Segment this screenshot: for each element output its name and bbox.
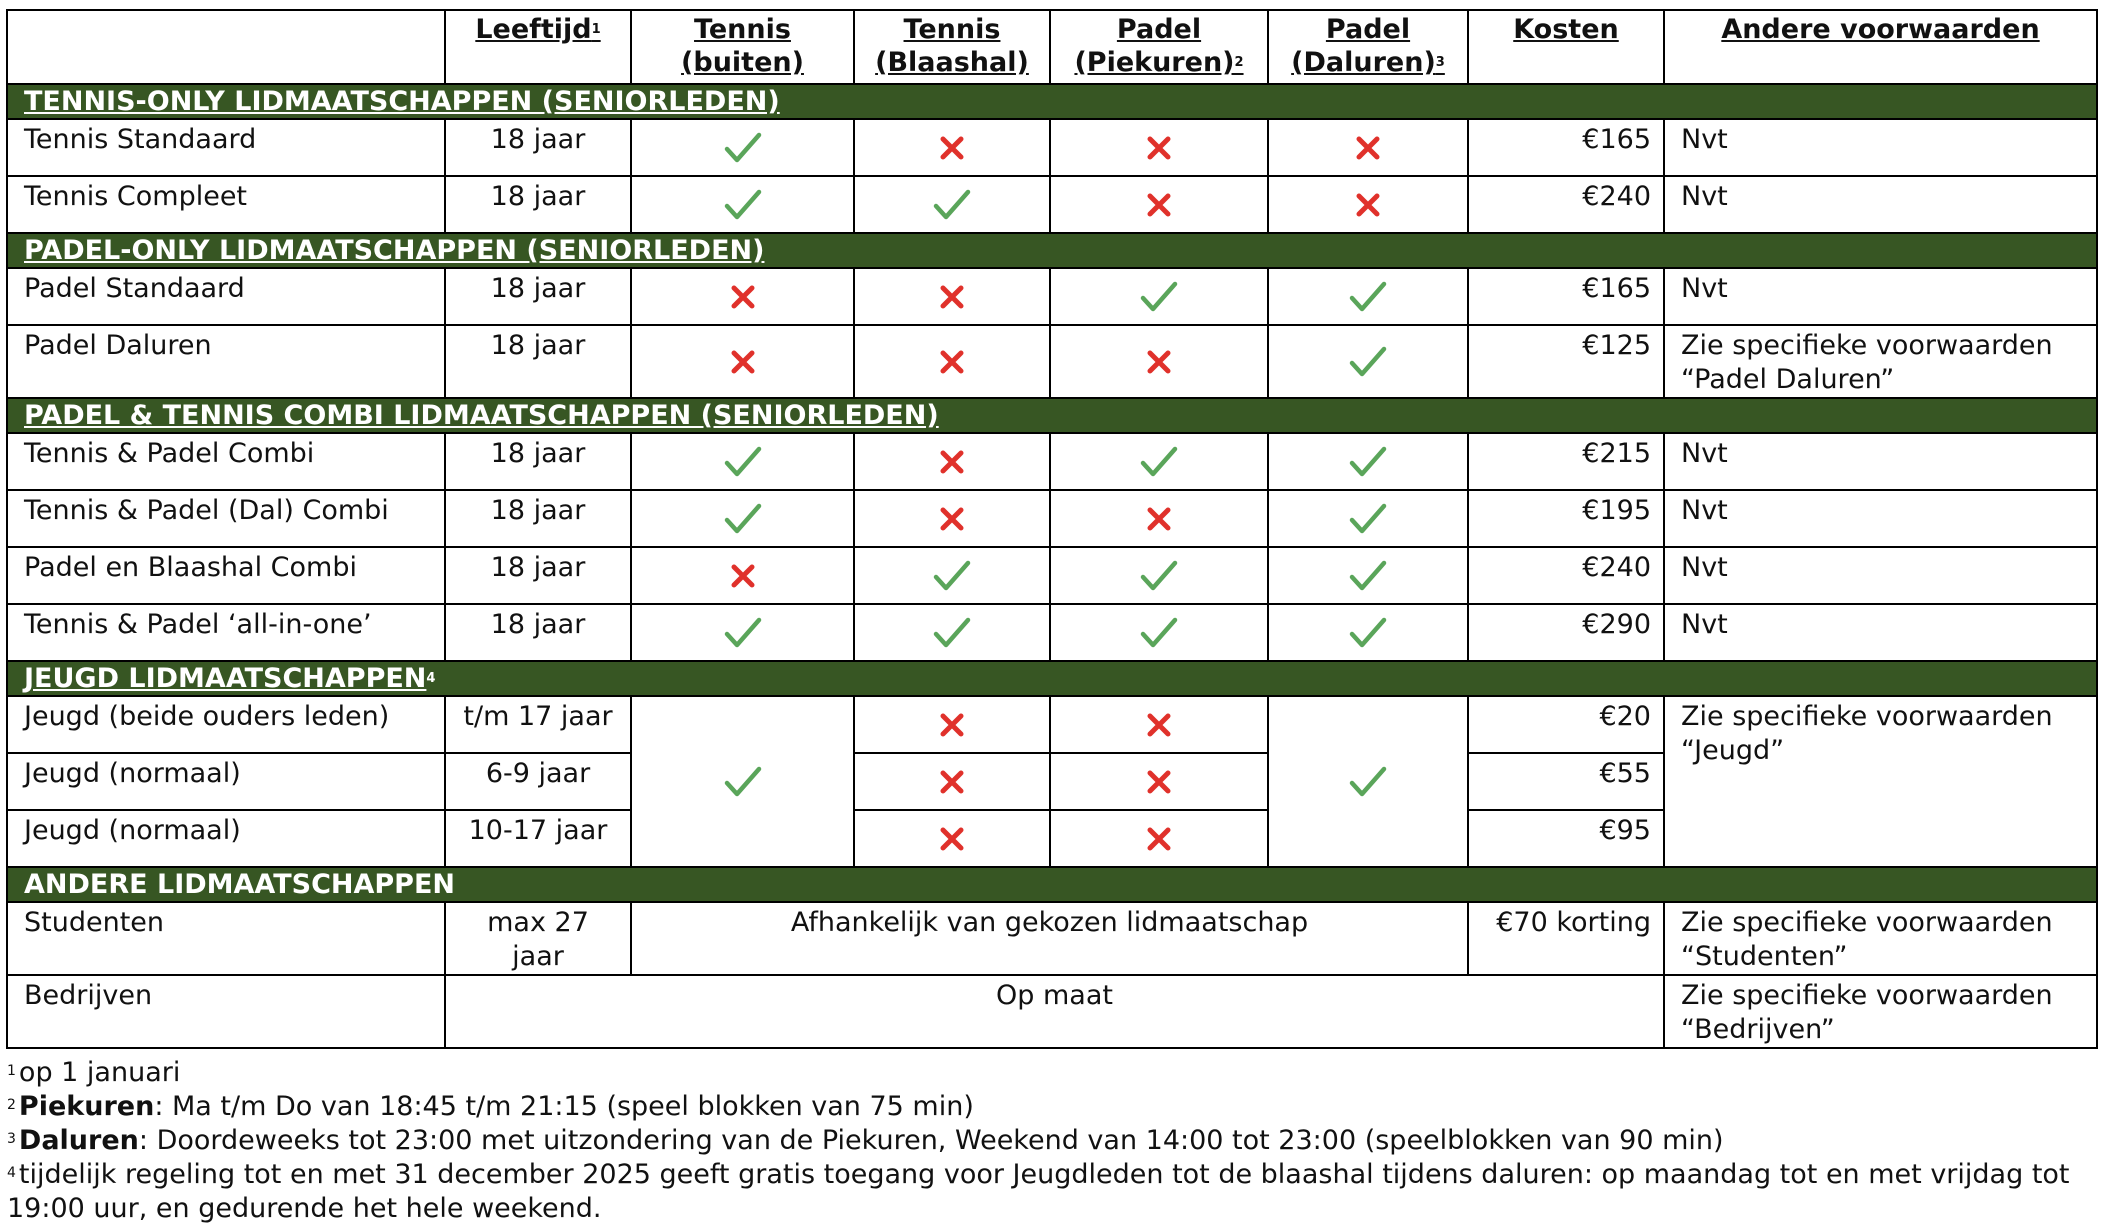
cell-cost: €215 xyxy=(1468,433,1664,490)
cell-mark xyxy=(1050,547,1268,604)
cell-age: max 27 jaar xyxy=(445,902,631,975)
cross-icon xyxy=(938,709,966,740)
section-jeugd: JEUGD LIDMAATSCHAPPEN$^4$ xyxy=(7,661,2097,696)
cell-mark xyxy=(1050,810,1268,867)
cross-icon xyxy=(1145,346,1173,377)
cell-mark xyxy=(1050,119,1268,176)
check-icon xyxy=(1349,502,1387,533)
cell-mark xyxy=(854,176,1050,233)
cell-name: Jeugd (beide ouders leden) xyxy=(7,696,445,753)
header-row xyxy=(7,10,2097,84)
cell-mark xyxy=(1050,433,1268,490)
section-padel-only xyxy=(7,233,2097,268)
cell-age: 18 jaar xyxy=(445,268,631,325)
cell-mark xyxy=(854,325,1050,398)
cell-mark xyxy=(631,325,854,398)
cell-age: 18 jaar xyxy=(445,604,631,661)
check-icon xyxy=(724,445,762,476)
cross-icon xyxy=(729,560,757,591)
check-icon xyxy=(1349,616,1387,647)
check-icon xyxy=(1140,280,1178,311)
check-icon xyxy=(933,559,971,590)
cell-mark xyxy=(1268,547,1468,604)
cross-icon xyxy=(938,766,966,797)
cell-mark xyxy=(1268,176,1468,233)
section-title: PADEL-ONLY LIDMAATSCHAPPEN (SENIORLEDEN) xyxy=(24,235,765,266)
cross-icon xyxy=(1145,132,1173,163)
cell-age: 18 jaar xyxy=(445,490,631,547)
row-tennis-compleet xyxy=(7,176,2097,233)
row-tennis-padel-dal-combi xyxy=(7,490,2097,547)
cell-mark xyxy=(854,268,1050,325)
check-icon xyxy=(724,131,762,162)
row-tennis-padel-combi xyxy=(7,433,2097,490)
section-title: ANDERE LIDMAATSCHAPPEN xyxy=(24,869,455,900)
cell-cost: €55 xyxy=(1468,753,1664,810)
cross-icon xyxy=(1145,189,1173,220)
cell-conditions: Zie specifieke voorwaarden “Padel Daluren” xyxy=(1664,325,2097,398)
row-padel-standaard xyxy=(7,268,2097,325)
cell-conditions: Nvt xyxy=(1664,433,2097,490)
cross-icon xyxy=(729,281,757,312)
cell-cost: €70 korting xyxy=(1468,902,1664,975)
cross-icon xyxy=(1145,503,1173,534)
cross-icon xyxy=(938,346,966,377)
cell-mark xyxy=(854,604,1050,661)
cell-cost: €290 xyxy=(1468,604,1664,661)
cross-icon xyxy=(938,281,966,312)
check-icon xyxy=(1349,345,1387,376)
cell-mark xyxy=(854,119,1050,176)
cell-name: Padel en Blaashal Combi xyxy=(7,547,445,604)
cell-age: 18 jaar xyxy=(445,119,631,176)
check-icon xyxy=(1349,559,1387,590)
check-icon xyxy=(724,765,762,796)
cell-mark xyxy=(1268,325,1468,398)
cell-conditions: Nvt xyxy=(1664,490,2097,547)
cell-name: Tennis & Padel Combi xyxy=(7,433,445,490)
footnotes xyxy=(7,1056,2087,1226)
cell-mark xyxy=(631,490,854,547)
cross-icon xyxy=(1354,132,1382,163)
cell-age: 18 jaar xyxy=(445,433,631,490)
cross-icon xyxy=(1145,766,1173,797)
header-leeftijd: Leeftijd$^1$ xyxy=(445,10,631,84)
row-all-in-one xyxy=(7,604,2097,661)
cell-name: Padel Standaard xyxy=(7,268,445,325)
row-bedrijven xyxy=(7,975,2097,1048)
cell-name: Tennis & Padel ‘all-in-one’ xyxy=(7,604,445,661)
header-tennis-buiten: Tennis (buiten) xyxy=(631,10,854,84)
cell-name: Padel Daluren xyxy=(7,325,445,398)
header-empty xyxy=(7,10,445,84)
cell-cost: €195 xyxy=(1468,490,1664,547)
section-combi xyxy=(7,398,2097,433)
cell-name: Tennis & Padel (Dal) Combi xyxy=(7,490,445,547)
footnote-4: $^4$ tijdelijk regeling tot en met 31 december 2025 geeft gratis toegang voor Jeugdleden tot de blaashal tijdens daluren: op maandag tot en met vrijdag tot 19:00 uur, en gedurende het hele weekend. xyxy=(7,1159,2070,1224)
cell-conditions: Zie specifieke voorwaarden “Studenten” xyxy=(1664,902,2097,975)
cell-mark xyxy=(1050,753,1268,810)
cell-mark xyxy=(1050,696,1268,753)
header-andere-voorwaarden: Andere voorwaarden xyxy=(1664,10,2097,84)
cell-mark xyxy=(854,810,1050,867)
cell-mark xyxy=(854,490,1050,547)
check-icon xyxy=(1140,445,1178,476)
cell-cost: €240 xyxy=(1468,176,1664,233)
cell-name: Jeugd (normaal) xyxy=(7,810,445,867)
cell-name: Tennis Standaard xyxy=(7,119,445,176)
cell-cost: €95 xyxy=(1468,810,1664,867)
cross-icon xyxy=(729,346,757,377)
cell-mark xyxy=(631,176,854,233)
cell-conditions: Zie specifieke voorwaarden “Bedrijven” xyxy=(1664,975,2097,1048)
footnote-3: $^3$ Daluren: Doordeweeks tot 23:00 met uitzondering van de Piekuren, Weekend van 14:00 tot 23:00 (speelblokken van 90 min) xyxy=(7,1125,1724,1156)
check-icon xyxy=(1349,765,1387,796)
cell-jeugd-tennis-buiten xyxy=(631,696,854,867)
cell-conditions: Nvt xyxy=(1664,268,2097,325)
row-padel-blaashal-combi xyxy=(7,547,2097,604)
row-tennis-standaard xyxy=(7,119,2097,176)
cross-icon xyxy=(938,446,966,477)
cross-icon xyxy=(1145,823,1173,854)
cell-age: 6-9 jaar xyxy=(445,753,631,810)
cell-name: Jeugd (normaal) xyxy=(7,753,445,810)
cell-jeugd-padel-daluren xyxy=(1268,696,1468,867)
check-icon xyxy=(1140,616,1178,647)
cell-mark xyxy=(1268,433,1468,490)
section-tennis-only xyxy=(7,84,2097,119)
footnote-1: $^1$ op 1 januari xyxy=(7,1057,181,1088)
cell-age: 10-17 jaar xyxy=(445,810,631,867)
check-icon xyxy=(1349,445,1387,476)
cell-name: Bedrijven xyxy=(7,975,445,1048)
check-icon xyxy=(724,188,762,219)
cell-mark xyxy=(631,119,854,176)
cell-mark xyxy=(1050,604,1268,661)
cell-mark xyxy=(854,696,1050,753)
cell-mark xyxy=(631,604,854,661)
cell-mark xyxy=(1050,325,1268,398)
cross-icon xyxy=(938,132,966,163)
cell-conditions: Nvt xyxy=(1664,547,2097,604)
cross-icon xyxy=(1145,709,1173,740)
check-icon xyxy=(724,502,762,533)
row-padel-daluren xyxy=(7,325,2097,398)
cell-mark xyxy=(854,433,1050,490)
header-kosten: Kosten xyxy=(1468,10,1664,84)
section-andere xyxy=(7,867,2097,902)
row-jeugd-ouders xyxy=(7,696,2097,753)
cell-name: Tennis Compleet xyxy=(7,176,445,233)
cell-mark xyxy=(854,547,1050,604)
cell-conditions: Nvt xyxy=(1664,176,2097,233)
cell-jeugd-conditions: Zie specifieke voorwaarden “Jeugd” xyxy=(1664,696,2097,867)
cell-span-text: Op maat xyxy=(445,975,1664,1048)
cell-mark xyxy=(1268,604,1468,661)
check-icon xyxy=(724,616,762,647)
check-icon xyxy=(933,188,971,219)
cell-mark xyxy=(1050,268,1268,325)
cross-icon xyxy=(938,503,966,534)
section-title: TENNIS-ONLY LIDMAATSCHAPPEN (SENIORLEDEN) xyxy=(24,86,780,117)
cross-icon xyxy=(938,823,966,854)
cell-span-text: Afhankelijk van gekozen lidmaatschap xyxy=(631,902,1468,975)
cell-age: 18 jaar xyxy=(445,547,631,604)
cell-mark xyxy=(854,753,1050,810)
membership-table xyxy=(6,9,2098,1049)
cross-icon xyxy=(1354,189,1382,220)
cell-conditions: Nvt xyxy=(1664,604,2097,661)
cell-cost: €240 xyxy=(1468,547,1664,604)
cell-mark xyxy=(631,433,854,490)
cell-mark xyxy=(1268,119,1468,176)
header-padel-daluren: Padel (Daluren)$^3$ xyxy=(1268,10,1468,84)
footnote-2: $^2$ Piekuren: Ma t/m Do van 18:45 t/m 21:15 (speel blokken van 75 min) xyxy=(7,1091,974,1122)
cell-name: Studenten xyxy=(7,902,445,975)
cell-mark xyxy=(631,547,854,604)
header-tennis-blaashal: Tennis (Blaashal) xyxy=(854,10,1050,84)
cell-age: t/m 17 jaar xyxy=(445,696,631,753)
cell-mark xyxy=(1268,268,1468,325)
cell-mark xyxy=(1050,490,1268,547)
cell-age: 18 jaar xyxy=(445,325,631,398)
check-icon xyxy=(1140,559,1178,590)
cell-mark xyxy=(631,268,854,325)
cell-conditions: Nvt xyxy=(1664,119,2097,176)
cell-cost: €20 xyxy=(1468,696,1664,753)
cell-cost: €165 xyxy=(1468,119,1664,176)
cell-mark xyxy=(1268,490,1468,547)
cell-mark xyxy=(1050,176,1268,233)
cell-cost: €125 xyxy=(1468,325,1664,398)
row-studenten xyxy=(7,902,2097,975)
cell-age: 18 jaar xyxy=(445,176,631,233)
cell-cost: €165 xyxy=(1468,268,1664,325)
header-padel-piekuren: Padel (Piekuren)$^2$ xyxy=(1050,10,1268,84)
section-title: PADEL & TENNIS COMBI LIDMAATSCHAPPEN (SENIORLEDEN) xyxy=(24,400,939,431)
section-title: JEUGD LIDMAATSCHAPPEN xyxy=(24,663,427,694)
check-icon xyxy=(1349,280,1387,311)
check-icon xyxy=(933,616,971,647)
